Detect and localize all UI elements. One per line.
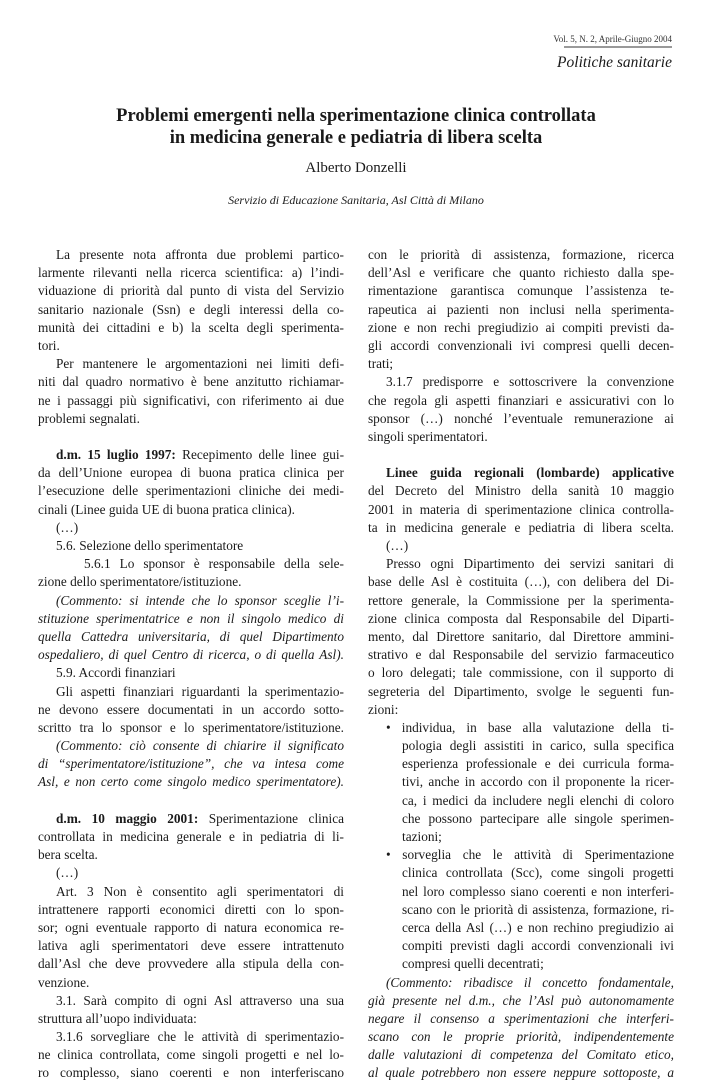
author-affiliation: Servizio di Educazione Sanitaria, Asl Città di Milano — [228, 193, 484, 207]
line-text: ne clinica controllata, come singoli progetti e nel lo- — [38, 1047, 344, 1063]
article-title-line-2: in medicina generale e pediatria di libera scelta — [169, 128, 543, 148]
line-text: rettore generale, la Commissione per la sperimenta- — [368, 592, 674, 608]
text-line — [368, 610, 674, 628]
line-text: ca, i medici da includere negli elenchi di coloro — [402, 792, 674, 808]
line-text: tori. — [38, 337, 60, 353]
line-text: mento, dal Direttore sanitario, dal Direttore ammini- — [368, 628, 674, 644]
text-line — [38, 482, 344, 500]
line-text: o loro delegati; tale commissione, con il supporto di — [368, 665, 674, 681]
text-line — [368, 282, 674, 300]
text-line — [368, 810, 674, 828]
text-line — [38, 282, 344, 300]
text-line — [368, 410, 674, 428]
text-line — [368, 464, 674, 482]
line-text: controllata in medicina generale e in pediatria di li- — [38, 829, 344, 844]
line-text: esperienza professionale e dei curricula forma- — [402, 756, 674, 772]
line-text: strativo e dal Responsabile del servizio farmaceutico — [368, 647, 674, 663]
text-line — [38, 592, 344, 610]
text-line — [368, 646, 674, 664]
line-text: 5.6.1 Lo sponsor è responsabile della sele- — [84, 556, 344, 572]
bold-heading-text: d.m. 15 luglio 1997: — [56, 447, 176, 463]
line-text: Sperimentazione clinica — [198, 810, 344, 826]
text-line — [368, 355, 674, 373]
line-text: negare il consenso a sperimentazioni che interferi- — [368, 1010, 674, 1026]
text-line — [38, 464, 344, 482]
line-text: dall’Asl che deve provvedere alla stipula della con- — [38, 956, 344, 972]
journal-reference: Vol. 5, N. 2, Aprile-Giugno 2004 — [553, 34, 672, 44]
bold-heading-text: d.m. 10 maggio 2001: — [56, 810, 199, 826]
line-text: Gli aspetti finanziari riguardanti la sperimentazio- — [56, 683, 344, 699]
line-text: al quale potrebbero non essere neppure sottoposte, a — [368, 1065, 674, 1081]
text-line — [368, 773, 674, 791]
text-line — [368, 428, 674, 446]
text-line — [38, 883, 344, 901]
line-text: intrattenere rapporti economici diretti con lo spon- — [38, 901, 344, 917]
text-line — [38, 537, 344, 555]
line-text: gli accordi convenzionali ivi compresi quelli decen- — [368, 337, 674, 353]
text-line — [38, 992, 344, 1010]
line-text: zione clinica composta dal Responsabile del Diparti- — [368, 610, 674, 626]
line-text: rapeutica ai pazienti non inclusi nella sperimenta- — [368, 301, 674, 317]
line-text: trati; — [368, 356, 394, 372]
paragraph-gap — [368, 446, 674, 464]
text-line — [368, 883, 674, 901]
text-line — [38, 974, 344, 992]
text-line — [38, 501, 344, 519]
text-line — [38, 646, 344, 664]
text-line — [368, 955, 674, 973]
line-text: (Commento: ciò consente di chiarire il significato — [56, 738, 344, 754]
line-text: quella Cattedra universitaria, di quel Dipartimento — [38, 628, 344, 644]
text-line — [38, 301, 344, 319]
line-text: • individua, in base alla valutazione della ti- — [386, 719, 674, 735]
text-line — [368, 1028, 674, 1046]
line-text: compiti previsti dagli accordi convenzionali ivi — [402, 938, 674, 954]
line-text: pologia degli assistiti in carico, sulla specifica — [402, 738, 674, 754]
line-text: niti dal quadro normativo è bene anzitutto richiamar- — [38, 374, 344, 390]
text-line — [38, 246, 344, 264]
right-text-column — [368, 246, 674, 1083]
line-text: Presso ogni Dipartimento dei servizi sanitari di — [386, 556, 674, 572]
line-text: dell’Asl e verificare che quanto richiesto dalla spe- — [368, 265, 674, 281]
text-line — [38, 1046, 344, 1064]
line-text: sor; ogni eventuale rapporto di natura economica re- — [38, 919, 344, 935]
text-line — [38, 810, 344, 828]
line-text: lativa agli sperimentatori deve essere intrattenuto — [38, 938, 344, 954]
text-line — [38, 701, 344, 719]
line-text: sponsor (…) nonché l’eventuale remunerazione ai — [368, 410, 674, 426]
line-text: scano con le proprie priorità, indipendentemente — [368, 1029, 674, 1045]
line-text: l’esecuzione delle sperimentazioni cliniche dei medi- — [38, 483, 344, 499]
text-line — [38, 846, 344, 864]
line-text: 3.1.6 sorvegliare che le attività di sperimentazio- — [56, 1029, 344, 1045]
line-text: Recepimento delle linee gui- — [175, 447, 344, 463]
line-text: tazioni; — [402, 829, 442, 844]
text-line — [368, 1046, 674, 1064]
text-line — [38, 773, 344, 791]
text-line — [368, 755, 674, 773]
line-text: (…) — [56, 519, 79, 535]
line-text: munità dei cittadini e b) la scelta degli sperimenta- — [38, 319, 344, 335]
text-line — [368, 482, 674, 500]
line-text: cinali (Linee guida UE di buona pratica clinica). — [38, 501, 295, 517]
line-text: (…) — [386, 538, 409, 553]
text-line — [368, 719, 674, 737]
text-line — [368, 683, 674, 701]
text-line — [368, 555, 674, 573]
paragraph-gap — [38, 792, 344, 810]
line-text: ospedaliero, di quel Centro di ricerca, o di quella Asl). — [38, 647, 344, 663]
text-line — [38, 337, 344, 355]
text-line — [368, 519, 674, 537]
text-line — [38, 1010, 344, 1028]
text-line — [38, 628, 344, 646]
text-line — [368, 628, 674, 646]
text-line — [368, 737, 674, 755]
line-text: tivi, anche in accordo con il proponente la ricer- — [402, 774, 674, 790]
text-line — [38, 355, 344, 373]
text-line — [368, 337, 674, 355]
line-text: con le priorità di assistenza, formazione, ricerca — [368, 247, 674, 262]
text-line — [368, 301, 674, 319]
left-text-column — [38, 246, 344, 1083]
line-text: da dell’Unione europea di buona pratica clinica per — [38, 465, 344, 481]
text-line — [368, 319, 674, 337]
text-line — [368, 501, 674, 519]
line-text: sanitario nazionale (Ssn) e degli interessi della co- — [38, 301, 344, 317]
article-title-line-1: Problemi emergenti nella sperimentazione clinica controllata — [116, 106, 596, 126]
text-line — [38, 410, 344, 428]
line-text: che regola gli aspetti finanziari e assicurativi con lo — [368, 392, 674, 408]
line-text: segreteria del Dipartimento, svolge le seguenti fun- — [368, 683, 674, 699]
text-line — [38, 319, 344, 337]
line-text: Art. 3 Non è consentito agli sperimentatori di — [56, 883, 344, 899]
line-text: singoli sperimentatori. — [368, 428, 488, 444]
line-text: Per mantenere le argomentazioni nei limiti defi- — [56, 356, 344, 372]
text-line — [368, 974, 674, 992]
line-text: (…) — [56, 865, 79, 881]
line-text: compresi quelli decentrati; — [402, 956, 544, 972]
text-line — [38, 955, 344, 973]
text-line — [38, 373, 344, 391]
article-author: Alberto Donzelli — [305, 160, 407, 176]
line-text: zione e non rechi pregiudizio ai compiti previsti da- — [368, 319, 674, 335]
text-line — [38, 555, 344, 573]
text-line — [38, 519, 344, 537]
text-line — [368, 537, 674, 555]
text-line — [368, 592, 674, 610]
text-line — [38, 573, 344, 591]
text-line — [38, 937, 344, 955]
line-text: problemi segnalati. — [38, 410, 140, 426]
line-text: ro complesso, siano coerenti e non interferiscano — [38, 1065, 344, 1081]
line-text: scritto tra lo sponsor e lo sperimentatore/istituzione. — [38, 719, 344, 735]
text-line — [368, 1010, 674, 1028]
line-text: ta in medicina generale e pediatria di libera scelta. — [368, 519, 674, 535]
text-line — [368, 573, 674, 591]
line-text: base delle Asl è costituita (…), con delibera del Di- — [368, 574, 674, 590]
text-line — [38, 264, 344, 282]
text-line — [368, 992, 674, 1010]
bold-heading-text: Linee guida regionali (lombarde) applicative — [386, 465, 674, 481]
line-text: già presente nel d.m., che l’Asl può autonomamente — [368, 992, 674, 1008]
line-text: clinica controllata (Scc), come singoli progetti — [402, 865, 674, 881]
line-text: dalle valutazioni di competenza del Comitato etico, — [368, 1047, 674, 1063]
text-line — [38, 919, 344, 937]
text-line — [368, 392, 674, 410]
text-line — [368, 901, 674, 919]
line-text: venzione. — [38, 974, 90, 990]
text-line — [38, 828, 344, 846]
line-text: che possono partecipare alle singole sperimen- — [402, 810, 674, 826]
line-text: • sorveglia che le attività di Sperimentazione — [386, 847, 674, 863]
text-line — [38, 901, 344, 919]
text-line — [38, 755, 344, 773]
text-line — [38, 864, 344, 882]
line-text: 3.1.7 predisporre e sottoscrivere la convenzione — [386, 374, 674, 390]
line-text: ne i passaggi più significativi, con riferimento ai due — [38, 392, 344, 408]
text-line — [368, 919, 674, 937]
text-line — [368, 1064, 674, 1082]
line-text: ne devono essere documentati in un accordo sotto- — [38, 701, 344, 717]
line-text: rimentazione garantisca comunque l’assistenza te- — [368, 283, 674, 299]
text-line — [368, 246, 674, 264]
text-line — [368, 664, 674, 682]
line-text: zioni: — [368, 701, 399, 717]
text-line — [368, 264, 674, 282]
text-line — [38, 683, 344, 701]
line-text: La presente nota affronta due problemi partico- — [56, 247, 344, 262]
text-line — [38, 1028, 344, 1046]
line-text: 5.6. Selezione dello sperimentatore — [56, 538, 244, 553]
text-line — [368, 792, 674, 810]
text-line — [368, 864, 674, 882]
line-text: struttura all’uopo individuata: — [38, 1010, 197, 1026]
line-text: (Commento: ribadisce il concetto fondamentale, — [386, 974, 674, 990]
section-label: Politiche sanitarie — [557, 54, 672, 71]
paragraph-gap — [38, 428, 344, 446]
text-line — [368, 828, 674, 846]
line-text: stituzione sperimentatrice e non il singolo medico di — [38, 610, 344, 626]
line-text: di “sperimentatore/istituzione”, che va intesa come — [38, 756, 344, 772]
line-text: viduazione di priorità dal punto di vista del Servizio — [38, 283, 344, 299]
line-text: 5.9. Accordi finanziari — [56, 665, 176, 681]
text-line — [38, 737, 344, 755]
text-line — [368, 373, 674, 391]
text-line — [368, 937, 674, 955]
article-title — [40, 105, 672, 149]
text-line — [368, 701, 674, 719]
header-divider — [564, 46, 672, 48]
text-line — [38, 1064, 344, 1082]
line-text: Asl, e non certo come singolo medico sperimentatore). — [38, 774, 344, 790]
line-text: nel loro complesso siano coerenti e non interferi- — [402, 883, 674, 899]
line-text: bera scelta. — [38, 847, 98, 863]
text-line — [38, 610, 344, 628]
text-line — [38, 446, 344, 464]
line-text: 3.1. Sarà compito di ogni Asl attraverso una sua — [56, 992, 344, 1008]
line-text: scano con le priorità di assistenza, formazione, ri- — [402, 901, 674, 917]
text-line — [38, 719, 344, 737]
line-text: del Decreto del Ministro della sanità 10 maggio — [368, 483, 674, 499]
text-line — [38, 392, 344, 410]
line-text: (Commento: si intende che lo sponsor sceglie l’i- — [56, 592, 344, 608]
line-text: larmente rilevanti nella ricerca scientifica: a) l’indi- — [38, 265, 344, 281]
line-text: zione dello sperimentatore/istituzione. — [38, 574, 242, 590]
text-line — [368, 846, 674, 864]
line-text: 2001 in materia di sperimentazione clinica controlla- — [368, 501, 674, 517]
text-line — [38, 664, 344, 682]
line-text: cerca della Asl (…) e non rechino pregiudizio ai — [402, 919, 674, 935]
